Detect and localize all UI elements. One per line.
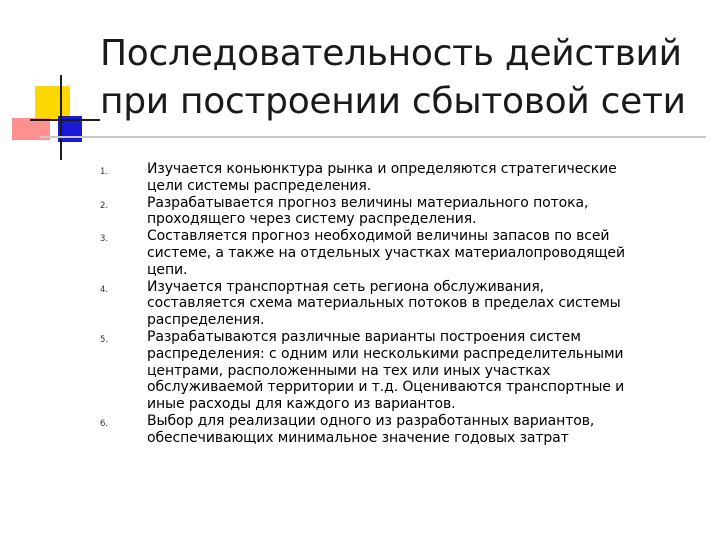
list-item [0, 228, 720, 278]
step-number: 1. [100, 167, 109, 177]
list-item [0, 161, 720, 195]
step-text-line: Разрабатываются различные варианты построения систем [147, 328, 581, 345]
step-text-line: проходящего через систему распределения. [147, 211, 477, 228]
step-text [147, 413, 696, 447]
step-number: 3. [100, 234, 109, 245]
title-divider [40, 136, 706, 138]
step-text [147, 329, 696, 413]
step-text-line: Разрабатывается прогноз величины материального потока, [147, 194, 589, 211]
step-text [147, 161, 696, 195]
decorative-squares [0, 0, 110, 170]
step-text-line: распределения: с одним или несколькими распределительными [147, 345, 624, 362]
step-text-line: Составляется прогноз необходимой величины запасов по всей [147, 228, 610, 245]
step-text [147, 228, 696, 278]
slide-title [100, 30, 700, 126]
list-item [0, 413, 720, 447]
list-item [0, 279, 720, 329]
step-text [147, 195, 696, 229]
step-text-line: распределения. [147, 312, 265, 329]
slide-title-line-2: при построении сбытовой сети [100, 81, 686, 122]
step-text-line: Изучается транспортная сеть региона обслуживания, [147, 278, 544, 295]
step-number: 2. [100, 200, 109, 211]
step-text-line: Выбор для реализации одного из разработанных вариантов, [147, 412, 595, 429]
step-text-line: обеспечивающих минимальное значение годовых затрат [147, 429, 569, 446]
step-number: 6. [100, 418, 109, 429]
step-text-line: иные расходы для каждого из вариантов. [147, 396, 456, 413]
step-text [147, 279, 696, 329]
step-text-line: центрами, расположенными на тех или иных участках [147, 362, 551, 379]
step-text-line: цепи. [147, 261, 188, 278]
step-text-line: составляется схема материальных потоков в пределах системы [147, 295, 621, 312]
list-item [0, 195, 720, 229]
step-text-line: обслуживаемой территории и т.д. Оцениваются транспортные и [147, 379, 625, 396]
steps-list [0, 161, 720, 447]
step-text-line: системе, а также на отдельных участках материалопроводящей [147, 244, 625, 261]
step-text-line: Изучается коньюнктура рынка и определяются стратегические [147, 161, 617, 177]
yellow-square [35, 86, 70, 121]
step-text-line: цели системы распределения. [147, 177, 372, 194]
slide-title-line-1: Последовательность действий [100, 33, 682, 74]
step-number: 5. [100, 334, 109, 345]
step-number: 4. [100, 284, 109, 295]
list-item [0, 329, 720, 413]
